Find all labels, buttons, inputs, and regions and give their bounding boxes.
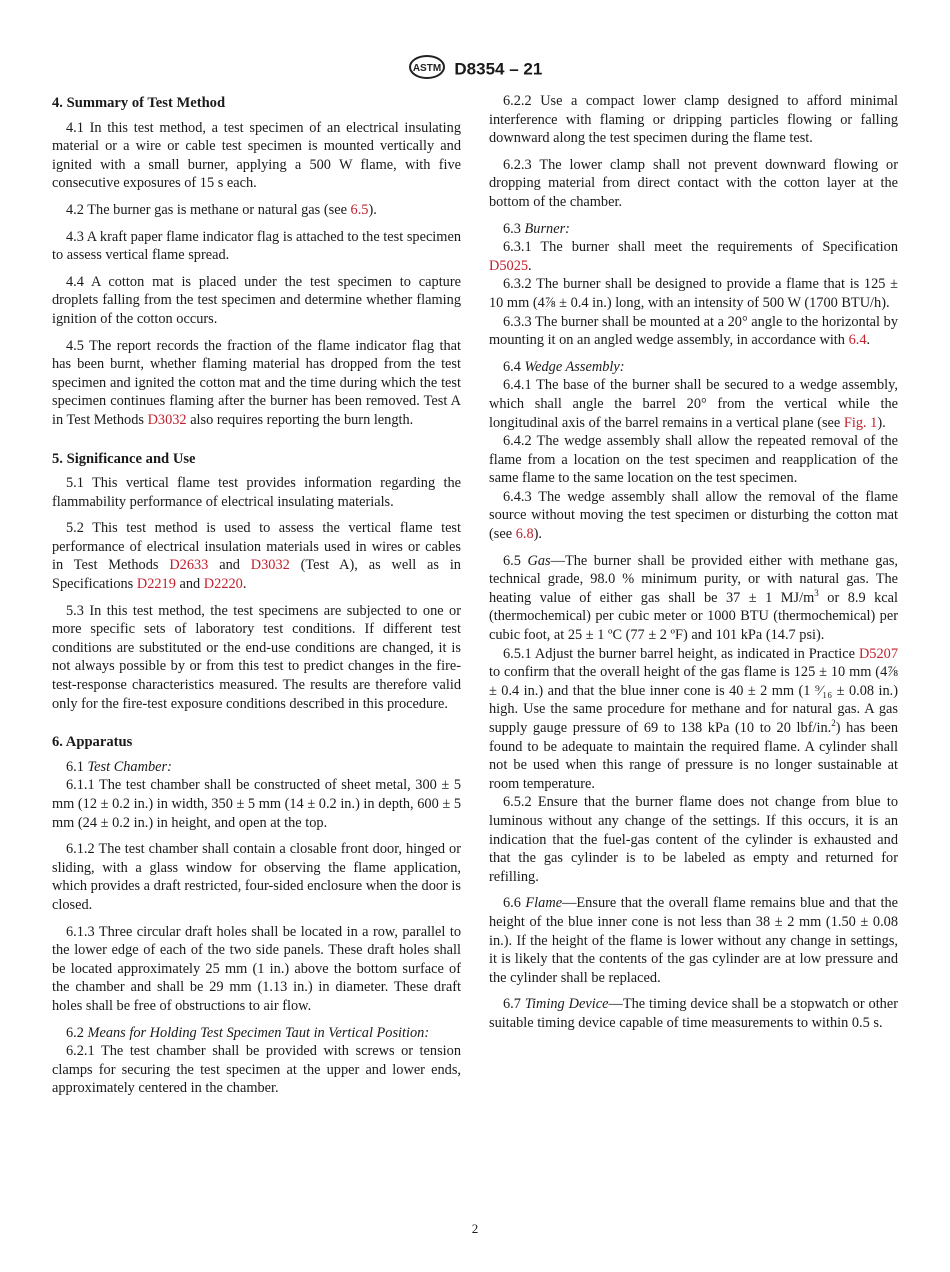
- para-6-1-2: 6.1.2 The test chamber shall contain a closable front door, hinged or sliding, with a glass window for observing the flame application, which provides a draft restricted, four-sided enclosure when the door is closed.: [52, 841, 461, 913]
- para-6-1: 6.1 Test Chamber:: [66, 758, 172, 775]
- para-6-4-1: 6.4.1 The base of the burner shall be secured to a wedge assembly, which shall angle the barrel 20° from the vertical while the longitudinal axis of the barrel remains in a vertical plane (see Fig. 1).: [489, 377, 898, 431]
- ref-d3032-link[interactable]: D3032: [147, 411, 187, 428]
- para-6-4: 6.4 Wedge Assembly:: [503, 358, 625, 375]
- section-6-heading: 6. Apparatus: [52, 734, 133, 751]
- section-5-heading: 5. Significance and Use: [52, 450, 196, 467]
- para-6-7: 6.7 Timing Device—The timing device shall be a stopwatch or other suitable timing device capable of time measurements to within 0.5 s.: [489, 996, 898, 1031]
- ref-6-8-link[interactable]: 6.8: [515, 526, 534, 543]
- para-5-1: 5.1 This vertical flame test provides information regarding the flammability performance of electrical insulating materials.: [52, 475, 461, 510]
- para-6-2-2: 6.2.2 Use a compact lower clamp designed to afford minimal interference with flaming or dripping particles flowing or falling downward along the test specimen during the flame test.: [489, 93, 898, 147]
- para-6-4-2: 6.4.2 The wedge assembly shall allow the repeated removal of the flame from a location on the test specimen and reapplication of the same flame to the same location on the test specimen.: [489, 433, 898, 487]
- para-4-2: 4.2 The burner gas is methane or natural gas (see 6.5).: [66, 201, 377, 218]
- astm-logo-icon: [408, 54, 446, 85]
- para-6-5-2: 6.5.2 Ensure that the burner flame does not change from blue to luminous without any change of the settings. If this occurs, it is an indication that the fuel-gas content of the cylinder is exhausted and that the gas cylinder is to be labeled as empty and returned for refilling.: [489, 794, 898, 885]
- ref-d2220-link[interactable]: D2220: [203, 576, 243, 593]
- para-6-1-3: 6.1.3 Three circular draft holes shall be located in a row, parallel to the lower edge of each of the two side panels. These draft holes shall be located approximately 25 mm (1 in.) above the bottom surface of the chamber and shall be 29 mm (1.13 in.) in diameter. These draft holes shall be free of obstructions to air flow.: [52, 923, 461, 1014]
- ref-fig-1-link[interactable]: Fig. 1: [843, 414, 878, 431]
- para-6-3: 6.3 Burner:: [503, 220, 570, 237]
- para-6-3-1: 6.3.1 The burner shall meet the requirements of Specification D5025.: [489, 239, 898, 274]
- para-6-2-1: 6.2.1 The test chamber shall be provided with screws or tension clamps for securing the test specimen at the upper and lower ends, approximately centered in the chamber.: [52, 1043, 461, 1097]
- para-6-2-3: 6.2.3 The lower clamp shall not prevent downward flowing or dropping material from direct contact with the cotton layer at the bottom of the chamber.: [489, 156, 898, 210]
- para-6-5-1: 6.5.1 Adjust the burner barrel height, as indicated in Practice D5207 to confirm that the overall height of the gas flame is 125 ± 10 mm (4⅞ ± 0.4 in.) and that the blue inner cone is 40 ± 2 mm (1 ⁹⁄₁₆ ± 0.08 in.) high. Use the same procedure for methane and for natural gas. A gas supply gauge pressure of 69 to 138 kPa (10 to 20 lbf/in.$^2$) has been found to be adequate to maintain the required flame. A cylinder shall not be used when this range of pressure is no longer sustainable at room temperature.: [489, 645, 898, 792]
- para-5-3: 5.3 In this test method, the test specimens are subjected to one or more specific sets of laboratory test conditions. If different test conditions are substituted or the end-use conditions are changed, it is not always possible by or from this test to predict changes in the fire-test-response characteristics measured. The results are therefore valid only for the fire-test exposure conditions described in this procedure.: [52, 602, 461, 712]
- para-6-4-3: 6.4.3 The wedge assembly shall allow the removal of the flame source without moving the test specimen or disturbing the cotton mat (see 6.8).: [489, 488, 898, 543]
- ref-d5207-link[interactable]: D5207: [858, 645, 898, 662]
- standard-designation: D8354 – 21: [454, 59, 543, 79]
- para-6-5: 6.5 Gas—The burner shall be provided either with methane gas, technical grade, 98.0 % minimum purity, or with natural gas. The heating value of either gas shall be 37 ± 1 $MJ/m^3$ or 8.9 kcal (thermochemical) per cubic meter or 1000 BTU (thermochemical) per cubic foot, at 25 ± 1 ºC (77 ± 2 ºF) and 101 kPa (14.7 psi).: [489, 552, 899, 644]
- para-6-1-1: 6.1.1 The test chamber shall be constructed of sheet metal, 300 ± 5 mm (12 ± 0.2 in.) in width, 350 ± 5 mm (14 ± 0.2 in.) in depth, 600 ± 5 mm (24 ± 0.2 in.) in height, and open at the top.: [52, 777, 461, 831]
- para-4-1: 4.1 In this test method, a test specimen of an electrical insulating material or a wire or cable test specimen is mounted vertically and ignited with a small burner, applying a 500 W flame, with five consecutive exposures of 15 s each.: [52, 119, 461, 192]
- section-4-heading: 4. Summary of Test Method: [52, 95, 226, 111]
- page-number: 2: [471, 1221, 479, 1236]
- para-4-3: 4.3 A kraft paper flame indicator flag is attached to the test specimen to assess vertical flame spread.: [52, 228, 461, 264]
- right-column: [489, 92, 898, 1041]
- ref-d2219-link[interactable]: D2219: [136, 576, 176, 593]
- ref-d2633-link[interactable]: D2633: [169, 557, 209, 574]
- ref-d3032-link[interactable]: D3032: [250, 557, 290, 574]
- ref-6-5-link[interactable]: 6.5: [350, 201, 369, 218]
- para-6-3-2: 6.3.2 The burner shall be designed to provide a flame that is 125 ± 10 mm (4⅞ ± 0.4 in.) long, with an intensity of 500 W (1700 BTU/h).: [489, 276, 898, 311]
- para-4-4: 4.4 A cotton mat is placed under the test specimen to capture droplets falling from the test specimen and determine whether flaming ignition of the cotton occurs.: [52, 273, 461, 327]
- svg-text:ASTM: ASTM: [412, 63, 441, 74]
- ref-d5025-link[interactable]: D5025: [489, 257, 529, 274]
- para-6-6: 6.6 Flame—Ensure that the overall flame remains blue and that the height of the blue inner cone is not less than 38 ± 2 mm (1.50 ± 0.08 in.). If the height of the flame is lower without any change in settings, it is likely that the contents of the gas cylinder are at low pressure and the cylinder shall be replaced.: [489, 895, 898, 986]
- para-6-2: 6.2 Means for Holding Test Specimen Taut in Vertical Position:: [66, 1024, 430, 1041]
- left-column: [52, 92, 461, 1106]
- para-4-5: 4.5 The report records the fraction of the flame indicator flag that has been burnt, whether flaming material has dropped from the test specimen and ignited the cotton mat and the time during which the test specimen continues flaming after the burner has been removed. Test A in Test Methods D3032 also requires reporting the burn length.: [52, 337, 461, 428]
- ref-6-4-link[interactable]: 6.4: [848, 332, 867, 349]
- page-header: [0, 54, 950, 85]
- para-6-3-3: 6.3.3 The burner shall be mounted at a 20° angle to the horizontal by mounting it on an angled wedge assembly, in accordance with 6.4.: [489, 313, 898, 349]
- para-5-2: 5.2 This test method is used to assess the vertical flame test performance of electrical insulation materials used in wires or cables in Test Methods D2633 and D3032 (Test A), as well as in Specifications D2219 and D2220.: [52, 520, 461, 593]
